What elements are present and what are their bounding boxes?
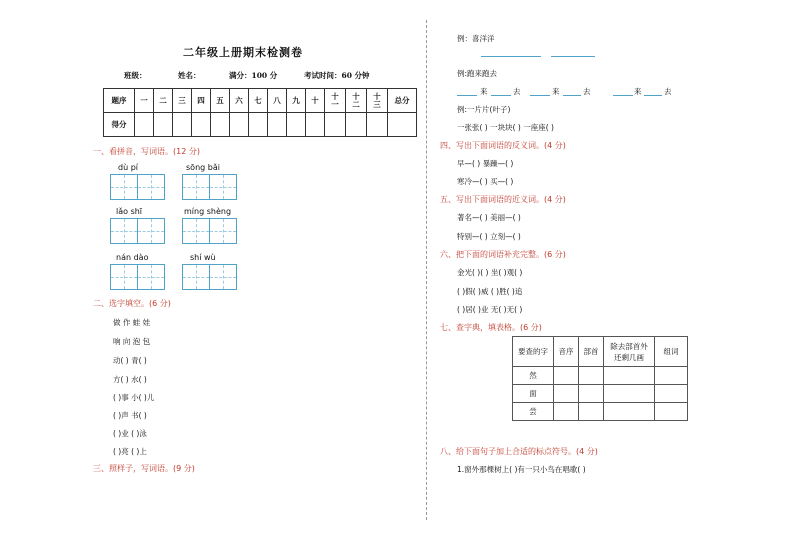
example-1: 例：喜洋洋 — [457, 34, 495, 43]
dict-header-cell: 部首 — [579, 337, 604, 367]
score-header-cell: 二 — [154, 89, 173, 113]
answer-blank[interactable] — [551, 56, 595, 57]
score-cell[interactable] — [367, 113, 388, 137]
pinyin-1: dù pí — [118, 163, 138, 172]
section-7-title: 七、查字典，填表格。(6 分) — [440, 323, 542, 332]
pinyin-3: lǎo shī — [116, 207, 143, 216]
score-cell[interactable] — [325, 113, 346, 137]
dict-answer-cell[interactable] — [655, 367, 688, 385]
pinyin-5: nán dào — [116, 253, 149, 262]
score-cell[interactable] — [211, 113, 230, 137]
answer-blank[interactable] — [644, 95, 662, 96]
score-row-label: 得分 — [104, 113, 135, 137]
sec2-line: 响 向 泡 包 — [113, 337, 151, 346]
score-header-label: 题序 — [104, 89, 135, 113]
qu-label: 去 — [513, 87, 521, 96]
dict-answer-cell[interactable] — [604, 367, 655, 385]
score-header-cell: 八 — [268, 89, 287, 113]
sec2-line: ( )业 ( )泳 — [113, 429, 147, 438]
qu-label: 去 — [583, 87, 591, 96]
score-header-cell: 十 二 — [346, 89, 367, 113]
sec6-line: ( )假( )威 ( )胜( )追 — [457, 287, 523, 296]
dict-answer-cell[interactable] — [604, 385, 655, 403]
dict-answer-cell[interactable] — [604, 403, 655, 421]
example-2: 例:跑来跑去 — [457, 69, 498, 78]
sec2-line: 做 作 蛙 娃 — [113, 318, 151, 327]
writing-grid-5[interactable] — [110, 264, 165, 290]
score-cell[interactable] — [268, 113, 287, 137]
sec6-line: ( )居( )业 无( )无( ) — [457, 305, 523, 314]
section-2-title: 二、选字填空。(6 分) — [93, 299, 171, 308]
answer-blank[interactable] — [481, 56, 541, 57]
sec5-line: 特别—( ) 立刻—( ) — [457, 232, 521, 241]
lai-label: 来 — [552, 87, 560, 96]
score-header-cell: 三 — [173, 89, 192, 113]
sec2-line: ( )亮 ( )上 — [113, 447, 147, 456]
sec2-line: 动( ) 青( ) — [113, 356, 147, 365]
section-5-title: 五、写出下面词语的近义词。(4 分) — [440, 195, 566, 204]
section-6-title: 六、把下面的词语补充完整。(6 分) — [440, 250, 566, 259]
dict-header-cell: 音序 — [554, 337, 579, 367]
dict-char: 面 — [513, 385, 554, 403]
pinyin-6: shí wù — [190, 253, 216, 262]
sec6-line: 金光( )( ) 坐( )观( ) — [457, 268, 523, 277]
writing-grid-4[interactable] — [182, 218, 237, 244]
dict-answer-cell[interactable] — [554, 367, 579, 385]
answer-blank[interactable] — [457, 95, 477, 96]
dictionary-table — [512, 336, 688, 421]
score-header-cell: 十 — [306, 89, 325, 113]
score-cell[interactable] — [249, 113, 268, 137]
answer-blank[interactable] — [530, 95, 550, 96]
dict-answer-cell[interactable] — [554, 385, 579, 403]
sec2-line: ( )事 小( )儿 — [113, 393, 155, 402]
dict-answer-cell[interactable] — [655, 403, 688, 421]
score-header-cell: 五 — [211, 89, 230, 113]
dict-answer-cell[interactable] — [579, 367, 604, 385]
score-cell[interactable] — [154, 113, 173, 137]
writing-grid-3[interactable] — [110, 218, 165, 244]
dict-answer-cell[interactable] — [579, 403, 604, 421]
score-header-cell: 一 — [135, 89, 154, 113]
example-3-line: 一张张( ) 一块块( ) 一座座( ) — [457, 123, 554, 132]
sec4-line: 早—( ) 暴躁—( ) — [457, 159, 514, 168]
page-title: 二年级上册期末检测卷 — [183, 46, 303, 59]
pinyin-2: sōng bǎi — [186, 163, 220, 172]
dict-answer-cell[interactable] — [554, 403, 579, 421]
score-header-cell: 七 — [249, 89, 268, 113]
writing-grid-1[interactable] — [110, 174, 165, 200]
score-cell[interactable] — [306, 113, 325, 137]
score-cell[interactable] — [192, 113, 211, 137]
dict-header-cell: 组词 — [655, 337, 688, 367]
sec2-line: ( )声 书( ) — [113, 411, 147, 420]
lai-label: 来 — [634, 87, 642, 96]
sec5-line: 著名—( ) 美丽—( ) — [457, 213, 521, 222]
writing-grid-6[interactable] — [182, 264, 237, 290]
section-4-title: 四、写出下面词语的反义词。(4 分) — [440, 141, 566, 150]
section-8-title: 八、给下面句子加上合适的标点符号。(4 分) — [440, 447, 598, 456]
column-divider — [426, 20, 427, 520]
score-cell[interactable] — [346, 113, 367, 137]
score-cell[interactable] — [287, 113, 306, 137]
pinyin-4: míng shèng — [184, 207, 232, 216]
dict-char: 尝 — [513, 403, 554, 421]
qu-label: 去 — [664, 87, 672, 96]
answer-blank[interactable] — [613, 95, 633, 96]
dict-answer-cell[interactable] — [655, 385, 688, 403]
example-3: 例:一片片(叶子) — [457, 105, 511, 114]
section-3-title: 三、照样子，写词语。(9 分) — [93, 464, 195, 473]
answer-blank[interactable] — [563, 95, 581, 96]
time-label: 考试时间：60 分钟 — [304, 71, 370, 80]
score-cell[interactable] — [230, 113, 249, 137]
section-1-title: 一、看拼音，写词语。(12 分) — [93, 147, 200, 156]
sec2-line: 方( ) 水( ) — [113, 375, 147, 384]
dict-header-cell: 除去部首外 还剩几画 — [604, 337, 655, 367]
score-cell[interactable] — [388, 113, 417, 137]
score-header-cell: 十 一 — [325, 89, 346, 113]
score-header-cell: 六 — [230, 89, 249, 113]
sec8-line: 1.窗外那棵树上( )有一只小鸟在唱歌( ) — [457, 465, 586, 474]
dict-header-cell: 要查的字 — [513, 337, 554, 367]
score-header-cell: 四 — [192, 89, 211, 113]
score-header-cell: 九 — [287, 89, 306, 113]
name-label: 姓名： — [178, 71, 201, 80]
score-header-cell: 十 三 — [367, 89, 388, 113]
class-label: 班级： — [124, 71, 147, 80]
score-header-cell: 总分 — [388, 89, 417, 113]
dict-char: 然 — [513, 367, 554, 385]
lai-label: 来 — [480, 87, 488, 96]
writing-grid-2[interactable] — [182, 174, 237, 200]
full-score-label: 满分：100 分 — [229, 71, 278, 80]
score-cell[interactable] — [173, 113, 192, 137]
answer-blank[interactable] — [491, 95, 511, 96]
score-table — [103, 88, 417, 137]
sec4-line: 寒冷—( ) 买—( ) — [457, 177, 514, 186]
score-cell[interactable] — [135, 113, 154, 137]
dict-answer-cell[interactable] — [579, 385, 604, 403]
